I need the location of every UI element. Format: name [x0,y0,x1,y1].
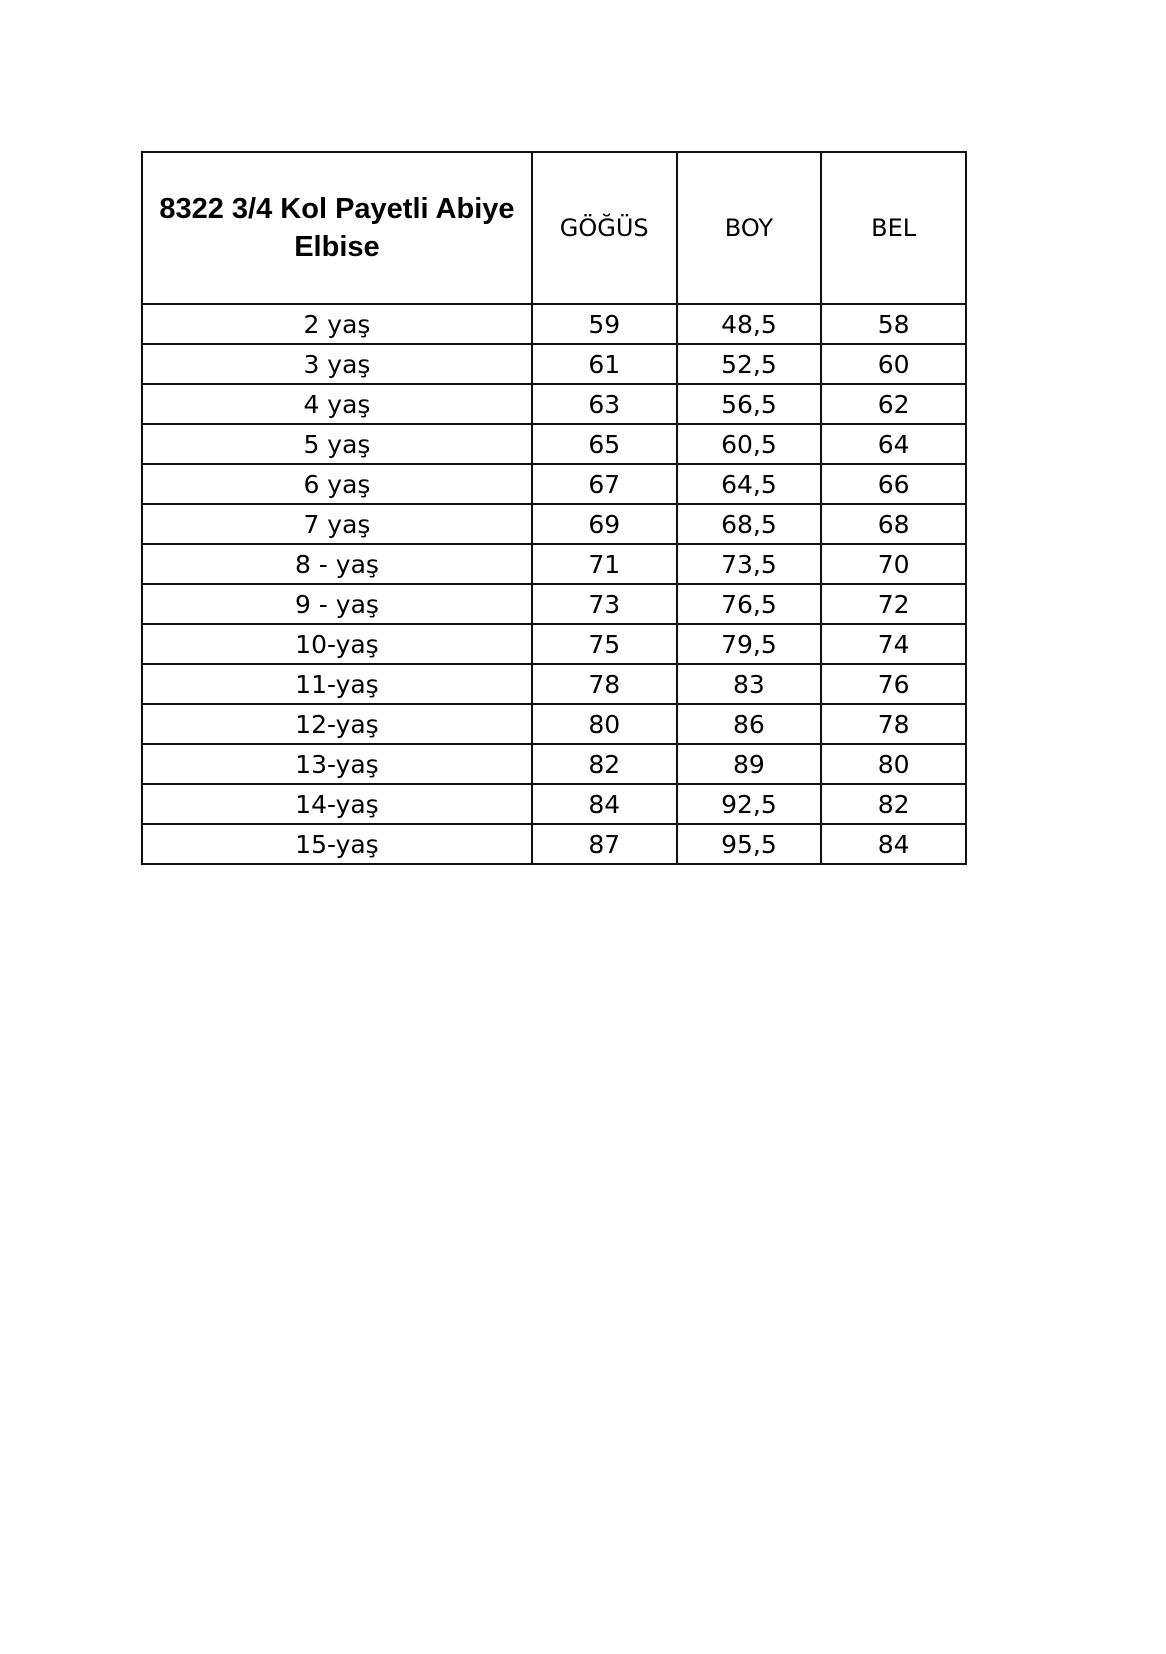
table-row [142,464,966,504]
size-cell: 5 yaş [142,424,532,464]
bel-cell: 76 [821,664,966,704]
column-header-boy: BOY [677,152,822,304]
bel-cell: 58 [821,304,966,344]
bel-cell: 70 [821,544,966,584]
bel-cell: 64 [821,424,966,464]
gogus-cell: 73 [532,584,677,624]
size-cell: 7 yaş [142,504,532,544]
size-cell: 9 - yaş [142,584,532,624]
size-cell: 8 - yaş [142,544,532,584]
gogus-cell: 61 [532,344,677,384]
gogus-cell: 71 [532,544,677,584]
bel-cell: 84 [821,824,966,864]
size-cell: 10-yaş [142,624,532,664]
boy-cell: 89 [677,744,822,784]
column-header-gogus: GÖĞÜS [532,152,677,304]
boy-cell: 56,5 [677,384,822,424]
boy-cell: 79,5 [677,624,822,664]
bel-cell: 80 [821,744,966,784]
column-header-bel: BEL [821,152,966,304]
bel-cell: 78 [821,704,966,744]
size-cell: 13-yaş [142,744,532,784]
gogus-cell: 84 [532,784,677,824]
boy-cell: 64,5 [677,464,822,504]
boy-cell: 48,5 [677,304,822,344]
bel-cell: 68 [821,504,966,544]
size-cell: 12-yaş [142,704,532,744]
boy-cell: 86 [677,704,822,744]
size-cell: 6 yaş [142,464,532,504]
size-cell: 11-yaş [142,664,532,704]
product-title: 8322 3/4 Kol Payetli Abiye Elbise [142,152,532,304]
size-cell: 3 yaş [142,344,532,384]
size-cell: 2 yaş [142,304,532,344]
table-row [142,384,966,424]
bel-cell: 82 [821,784,966,824]
boy-cell: 73,5 [677,544,822,584]
gogus-cell: 65 [532,424,677,464]
bel-cell: 60 [821,344,966,384]
size-cell: 14-yaş [142,784,532,824]
size-cell: 4 yaş [142,384,532,424]
gogus-cell: 59 [532,304,677,344]
table-row [142,664,966,704]
table-row [142,504,966,544]
boy-cell: 60,5 [677,424,822,464]
bel-cell: 66 [821,464,966,504]
gogus-cell: 67 [532,464,677,504]
table-row [142,304,966,344]
bel-cell: 72 [821,584,966,624]
gogus-cell: 80 [532,704,677,744]
table-row [142,784,966,824]
boy-cell: 92,5 [677,784,822,824]
boy-cell: 52,5 [677,344,822,384]
gogus-cell: 69 [532,504,677,544]
table-row [142,704,966,744]
size-chart-table [141,151,967,865]
gogus-cell: 75 [532,624,677,664]
boy-cell: 76,5 [677,584,822,624]
header-row [142,152,966,304]
table-row [142,624,966,664]
table-row [142,344,966,384]
table-row [142,584,966,624]
gogus-cell: 82 [532,744,677,784]
table-row [142,544,966,584]
boy-cell: 68,5 [677,504,822,544]
gogus-cell: 87 [532,824,677,864]
bel-cell: 62 [821,384,966,424]
gogus-cell: 78 [532,664,677,704]
boy-cell: 83 [677,664,822,704]
table-row [142,424,966,464]
boy-cell: 95,5 [677,824,822,864]
size-cell: 15-yaş [142,824,532,864]
table-row [142,824,966,864]
gogus-cell: 63 [532,384,677,424]
bel-cell: 74 [821,624,966,664]
table-row [142,744,966,784]
